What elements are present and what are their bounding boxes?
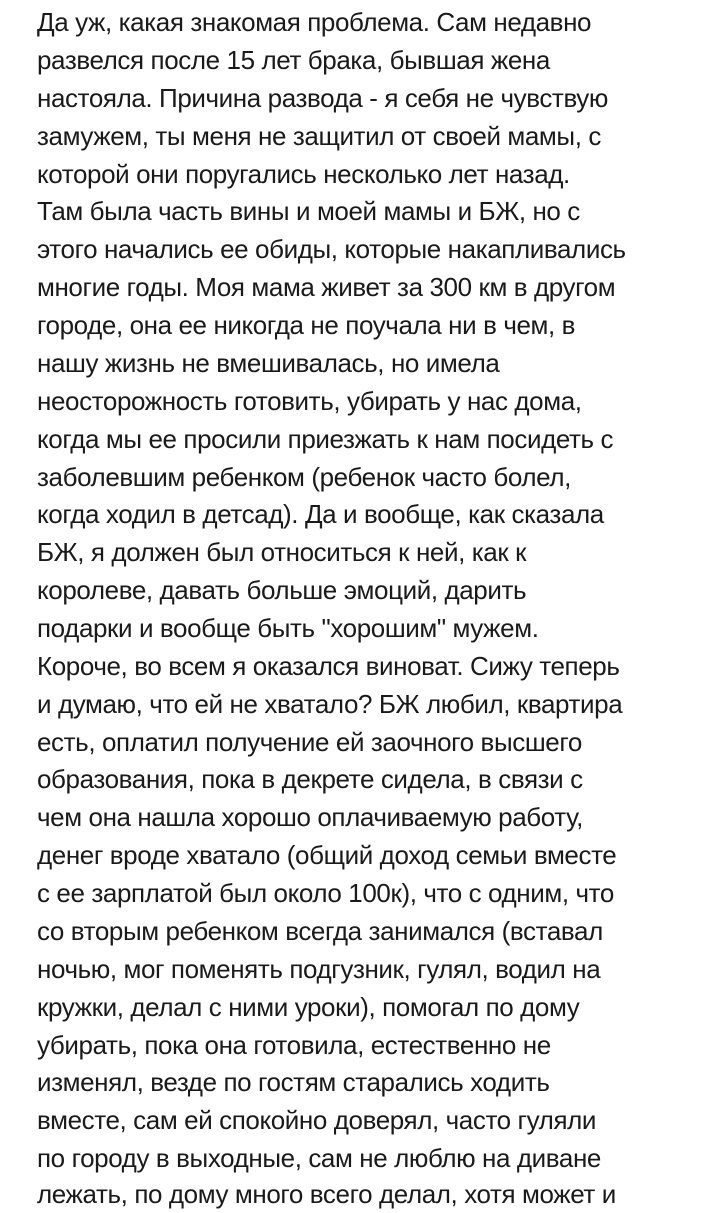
- comment-line: чем она нашла хорошо оплачиваемую работу,: [37, 802, 583, 832]
- comment-line: изменял, везде по гостям старались ходить: [37, 1067, 550, 1097]
- comment-line: городе, она ее никогда не поучала ни в чем, в: [37, 310, 576, 340]
- comment-line: развелся после 15 лет брака, бывшая жена: [37, 45, 550, 75]
- comment-line: образования, пока в декрете сидела, в связи с: [37, 764, 583, 794]
- comment-line: Да уж, какая знакомая проблема. Сам недавно: [37, 7, 592, 37]
- comment-line: подарки и вообще быть "хорошим" мужем.: [37, 613, 539, 643]
- comment-line: БЖ, я должен был относиться к ней, как к: [37, 537, 527, 567]
- comment-line: замужем, ты меня не защитил от своей мамы, с: [37, 121, 601, 151]
- comment-line: ночью, мог поменять подгузник, гулял, водил на: [37, 954, 601, 984]
- comment-line: по городу в выходные, сам не люблю на диване: [37, 1143, 601, 1173]
- comment-line: когда мы ее просили приезжать к нам посидеть с: [37, 424, 614, 454]
- comment-line: убирать, пока она готовила, естественно не: [37, 1030, 551, 1060]
- comment-line: этого начались ее обиды, которые накапливались: [37, 234, 626, 264]
- comment-line: Короче, во всем я оказался виноват. Сижу теперь: [37, 651, 620, 681]
- comment-line: с ее зарплатой был около 100к), что с одним, что: [37, 878, 614, 908]
- comment-line: и думаю, что ей не хватало? БЖ любил, квартира: [37, 689, 623, 719]
- comment-line: вместе, сам ей спокойно доверял, часто гуляли: [37, 1105, 597, 1135]
- comment-line: многие годы. Моя мама живет за 300 км в другом: [37, 272, 616, 302]
- comment-line: заболевшим ребенком (ребенок часто болел,: [37, 462, 571, 492]
- comment-line: Там была часть вины и моей мамы и БЖ, но с: [37, 196, 580, 226]
- comment-line: есть, оплатил получение ей заочного высшего: [37, 727, 582, 757]
- comment-line: денег вроде хватало (общий доход семьи вместе: [37, 840, 617, 870]
- comment-line: со вторым ребенком всегда занимался (вставал: [37, 916, 603, 946]
- comment-line: когда ходил в детсад). Да и вообще, как сказала: [37, 499, 604, 529]
- comment-line: кружки, делал с ними уроки), помогал по дому: [37, 992, 580, 1022]
- comment-line: нашу жизнь не вмешивалась, но имела: [37, 348, 500, 378]
- comment-line: настояла. Причина развода - я себя не чувствую: [37, 83, 608, 113]
- comment-line: которой они поругались несколько лет назад.: [37, 159, 570, 189]
- comment-line: лежать, по дому много всего делал, хотя может и: [37, 1179, 616, 1209]
- comment-line: неосторожность готовить, убирать у нас дома,: [37, 386, 582, 416]
- comment-line: королеве, давать больше эмоций, дарить: [37, 575, 527, 605]
